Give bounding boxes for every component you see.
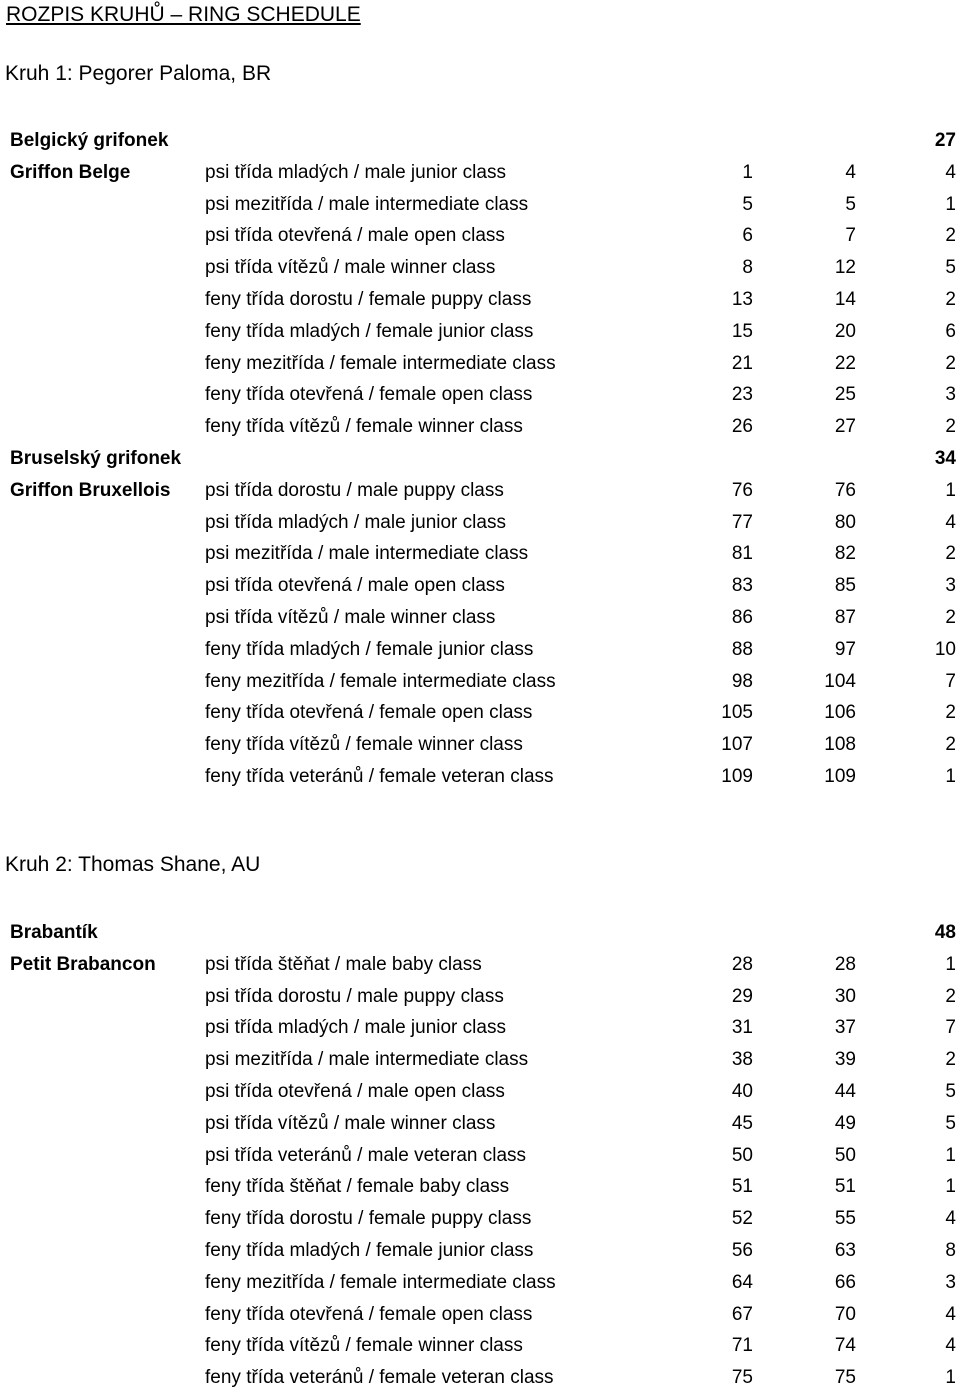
ring-title: Kruh 2: Thomas Shane, AU (5, 853, 261, 876)
class-row (0, 634, 960, 666)
catalog-to: 30 (834, 985, 856, 1007)
class-row (0, 602, 960, 634)
breed-header-row (0, 917, 960, 949)
catalog-to: 75 (834, 1367, 856, 1389)
class-label: feny třída mladých / female junior class (205, 320, 534, 342)
catalog-to: 22 (834, 352, 856, 374)
catalog-from: 6 (742, 225, 753, 247)
catalog-to: 63 (834, 1240, 856, 1261)
entry-count: 3 (945, 384, 956, 406)
catalog-to: 7 (845, 225, 856, 247)
entry-count: 3 (945, 575, 956, 597)
class-label: feny třída vítězů / female winner class (205, 416, 523, 438)
class-label: psi třída mladých / male junior class (205, 161, 506, 183)
class-label: feny třída mladých / female junior class (205, 638, 534, 660)
catalog-from: 71 (731, 1335, 753, 1357)
class-row (0, 1330, 960, 1362)
catalog-to: 76 (834, 479, 856, 501)
entry-count: 1 (945, 479, 956, 501)
catalog-to: 28 (834, 953, 856, 975)
breed-name: Brabantík (10, 922, 98, 943)
class-label: psi mezitřída / male intermediate class (205, 543, 529, 565)
class-label: psi třída štěňat / male baby class (205, 953, 482, 975)
catalog-to: 70 (834, 1303, 856, 1325)
class-label: feny třída veteránů / female veteran class (205, 766, 554, 787)
class-row (0, 538, 960, 570)
class-label: feny třída otevřená / female open class (205, 702, 533, 724)
class-label: psi třída otevřená / male open class (205, 1081, 505, 1102)
catalog-to: 66 (834, 1271, 856, 1293)
class-row (0, 1235, 960, 1267)
entry-count: 5 (945, 1112, 956, 1134)
class-row (0, 1108, 960, 1140)
class-label: psi třída dorostu / male puppy class (205, 985, 504, 1007)
catalog-from: 75 (731, 1367, 753, 1389)
catalog-to: 50 (834, 1144, 856, 1166)
class-row (0, 1044, 960, 1076)
catalog-to: 4 (845, 161, 856, 183)
entry-count: 8 (945, 1240, 956, 1261)
catalog-from: 28 (731, 953, 753, 975)
breed-total: 34 (934, 448, 956, 469)
entry-count: 2 (945, 289, 956, 310)
catalog-from: 107 (721, 734, 753, 756)
catalog-from: 23 (731, 384, 753, 406)
catalog-from: 8 (742, 257, 753, 279)
entry-count: 1 (945, 953, 956, 975)
entry-count: 7 (945, 1017, 956, 1039)
class-label: feny třída dorostu / female puppy class (205, 289, 532, 310)
entry-count: 4 (945, 1303, 956, 1325)
entry-count: 10 (934, 638, 956, 660)
entry-count: 4 (945, 161, 956, 183)
class-label: psi třída veteránů / male veteran class (205, 1144, 527, 1166)
catalog-from: 51 (731, 1176, 753, 1198)
class-row (0, 697, 960, 729)
class-label: feny třída dorostu / female puppy class (205, 1208, 532, 1230)
catalog-from: 13 (731, 289, 753, 310)
catalog-from: 38 (731, 1049, 753, 1071)
class-row (0, 507, 960, 539)
entry-count: 5 (945, 257, 956, 279)
catalog-to: 97 (834, 638, 856, 660)
catalog-from: 109 (721, 766, 753, 787)
class-label: psi třída dorostu / male puppy class (205, 479, 504, 501)
catalog-to: 85 (834, 575, 856, 597)
class-row (0, 411, 960, 443)
catalog-to: 108 (824, 734, 856, 756)
class-label: feny mezitřída / female intermediate class (205, 352, 556, 374)
class-label: feny třída vítězů / female winner class (205, 734, 523, 756)
entry-count: 2 (945, 702, 956, 724)
entry-count: 2 (945, 225, 956, 247)
catalog-from: 52 (731, 1208, 753, 1230)
catalog-from: 81 (731, 543, 753, 565)
entry-count: 6 (945, 320, 956, 342)
class-label: feny třída štěňat / female baby class (205, 1176, 510, 1198)
class-row (0, 1012, 960, 1044)
catalog-to: 39 (834, 1049, 856, 1071)
catalog-from: 88 (731, 638, 753, 660)
class-label: feny třída mladých / female junior class (205, 1240, 534, 1261)
entry-count: 4 (945, 511, 956, 533)
class-row (0, 1299, 960, 1331)
catalog-from: 77 (731, 511, 753, 533)
class-row (0, 475, 960, 507)
class-label: psi mezitřída / male intermediate class (205, 1049, 529, 1071)
class-row (0, 1362, 960, 1394)
class-row (0, 284, 960, 316)
class-label: psi třída vítězů / male winner class (205, 257, 496, 279)
catalog-to: 51 (834, 1176, 856, 1198)
entry-count: 4 (945, 1208, 956, 1230)
entry-count: 2 (945, 543, 956, 565)
catalog-to: 49 (834, 1112, 856, 1134)
class-row (0, 157, 960, 189)
class-label: psi třída otevřená / male open class (205, 575, 505, 597)
breed-name: Belgický grifonek (10, 130, 169, 151)
entry-count: 3 (945, 1271, 956, 1293)
catalog-from: 105 (721, 702, 753, 724)
class-row (0, 1140, 960, 1172)
class-label: psi třída mladých / male junior class (205, 1017, 506, 1039)
catalog-to: 109 (824, 766, 856, 787)
class-row (0, 252, 960, 284)
catalog-to: 104 (824, 670, 856, 692)
entry-count: 2 (945, 985, 956, 1007)
catalog-from: 50 (731, 1144, 753, 1166)
catalog-from: 64 (731, 1271, 753, 1293)
class-label: psi třída mladých / male junior class (205, 511, 506, 533)
breed-header-row (0, 443, 960, 475)
catalog-from: 98 (731, 670, 753, 692)
class-row (0, 348, 960, 380)
breed-name-en: Griffon Belge (10, 161, 131, 183)
class-label: feny třída veteránů / female veteran class (205, 1367, 554, 1389)
class-row (0, 1076, 960, 1108)
class-label: psi mezitřída / male intermediate class (205, 193, 529, 215)
entry-count: 2 (945, 416, 956, 438)
class-label: feny mezitřída / female intermediate class (205, 1271, 556, 1293)
catalog-to: 12 (834, 257, 856, 279)
class-label: feny třída otevřená / female open class (205, 1303, 533, 1325)
class-row (0, 981, 960, 1013)
class-row (0, 316, 960, 348)
catalog-from: 40 (731, 1081, 753, 1102)
catalog-from: 67 (731, 1303, 753, 1325)
catalog-from: 29 (731, 985, 753, 1007)
entry-count: 2 (945, 607, 956, 628)
catalog-from: 21 (731, 352, 753, 374)
entry-count: 7 (945, 670, 956, 692)
class-row (0, 570, 960, 602)
class-label: feny mezitřída / female intermediate class (205, 670, 556, 692)
class-row (0, 666, 960, 698)
catalog-to: 106 (824, 702, 856, 724)
catalog-to: 14 (834, 289, 856, 310)
catalog-from: 26 (731, 416, 753, 438)
ring-title: Kruh 1: Pegorer Paloma, BR (5, 62, 272, 85)
class-row (0, 949, 960, 981)
catalog-from: 56 (731, 1240, 753, 1261)
class-row (0, 189, 960, 221)
breed-name: Bruselský grifonek (10, 448, 182, 469)
catalog-to: 25 (834, 384, 856, 406)
catalog-to: 74 (834, 1335, 856, 1357)
catalog-from: 5 (742, 193, 753, 215)
catalog-to: 87 (834, 607, 856, 628)
class-label: feny třída vítězů / female winner class (205, 1335, 523, 1357)
catalog-from: 1 (742, 161, 753, 183)
breed-name-en: Petit Brabancon (10, 953, 156, 975)
catalog-to: 27 (834, 416, 856, 438)
class-row (0, 761, 960, 793)
breed-total: 27 (934, 130, 956, 151)
class-row (0, 220, 960, 252)
entry-count: 1 (945, 193, 956, 215)
catalog-to: 55 (834, 1208, 856, 1230)
catalog-from: 45 (731, 1112, 753, 1134)
entry-count: 2 (945, 734, 956, 756)
catalog-from: 15 (731, 320, 753, 342)
entry-count: 2 (945, 1049, 956, 1071)
catalog-to: 80 (834, 511, 856, 533)
class-label: psi třída vítězů / male winner class (205, 1112, 496, 1134)
entry-count: 1 (945, 1176, 956, 1198)
catalog-to: 20 (834, 320, 856, 342)
entry-count: 4 (945, 1335, 956, 1357)
class-row (0, 729, 960, 761)
catalog-from: 31 (731, 1017, 753, 1039)
entry-count: 2 (945, 352, 956, 374)
entry-count: 1 (945, 1367, 956, 1389)
catalog-from: 83 (731, 575, 753, 597)
catalog-to: 44 (834, 1081, 856, 1102)
entry-count: 5 (945, 1081, 956, 1102)
class-row (0, 1203, 960, 1235)
class-row (0, 1267, 960, 1299)
catalog-to: 37 (834, 1017, 856, 1039)
breed-header-row (0, 125, 960, 157)
catalog-to: 5 (845, 193, 856, 215)
catalog-from: 86 (731, 607, 753, 628)
class-row (0, 1171, 960, 1203)
catalog-from: 76 (731, 479, 753, 501)
entry-count: 1 (945, 766, 956, 787)
class-label: feny třída otevřená / female open class (205, 384, 533, 406)
catalog-to: 82 (834, 543, 856, 565)
breed-name-en: Griffon Bruxellois (10, 479, 171, 501)
document-title: ROZPIS KRUHŮ – RING SCHEDULE (6, 3, 361, 26)
class-label: psi třída vítězů / male winner class (205, 607, 496, 628)
class-row (0, 379, 960, 411)
breed-total: 48 (934, 922, 956, 943)
entry-count: 1 (945, 1144, 956, 1166)
class-label: psi třída otevřená / male open class (205, 225, 505, 247)
